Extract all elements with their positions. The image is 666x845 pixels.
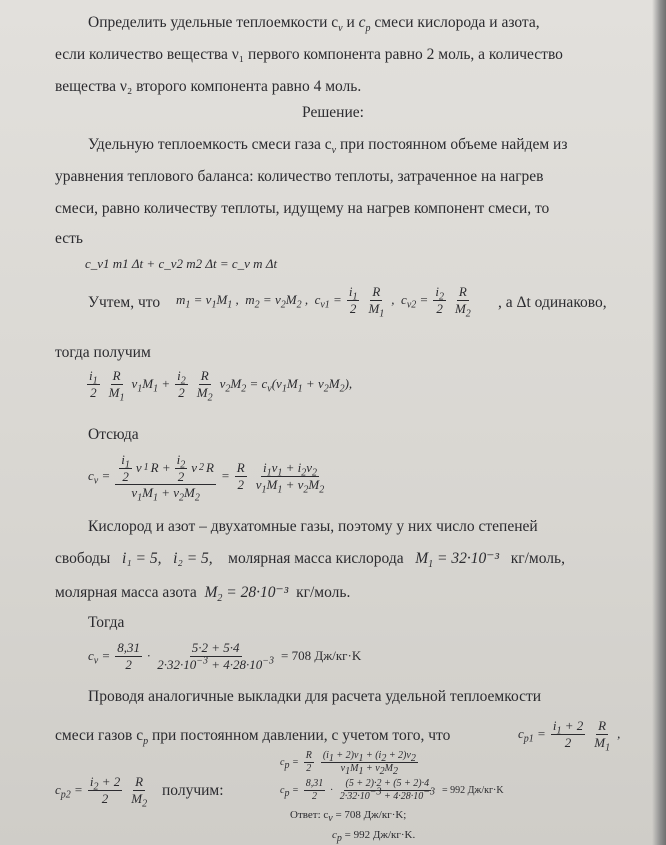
statement-line-1: Определить удельные теплоемкости $c_v$ и $c_p$ смеси кислорода и азота,: [88, 14, 540, 35]
equation-combined: $\frac{i_1}{2}$ $\frac{R}{M_1}$ $\nu_1M_1$ + $\frac{i_2}{2}$ $\frac{R}{M_2}$ $\nu_2M_2 = c_v(\nu_1M_1 + \nu_2M_2)$,: [89, 368, 353, 404]
nitrogen-mass-line: молярная масса азота $M_2 = 28\cdot 10^{-3}$ кг/моль.: [55, 584, 351, 605]
substitution-intro: Учтем, что: [88, 294, 161, 311]
equation-cp-numeric: $c_p$ = $\frac{8,31}{2}$ · $\frac{(5 + 2)\cdot 2 + (5 + 2)\cdot 4}{2\cdot 32\cdot 10^{-3} + 4\cdot 28\cdot 10^{-3}}$ = 992 Дж/кг·K: [280, 778, 504, 802]
gases-line: Кислород и азот – двухатомные газы, поэтому у них число степеней: [88, 518, 538, 535]
equation-substitutions: $m_1 = \nu_1M_1$ , $m_2 = \nu_2M_2$ , $c_{v1}$ = $\frac{i_1}{2}$ $\frac{R}{M_1}$ , $c_{v2}$ = $\frac{i_2}{2}$ $\frac{R}{M_2}$: [176, 284, 471, 320]
cp-condition-line: смеси газов $c_p$ при постоянном давлении, с учетом того, что: [55, 727, 451, 748]
solution-line-2: уравнения теплового баланса: количество теплоты, затраченное на нагрев: [55, 168, 544, 185]
page-edge-shadow: [652, 0, 666, 845]
then-we-get: тогда получим: [55, 344, 151, 361]
equation-cp2: $c_{p2}$ = $\frac{i_2 + 2}{2}$ $\frac{R}{M_2}$: [55, 774, 148, 810]
answer-line-1: Ответ: $c_v = 708$ Дж/кг·K;: [290, 809, 407, 825]
equation-cp-general: $c_p$ = $\frac{R}{2}$ $\frac{(i_1 + 2)\nu_1 + (i_2 + 2)\nu_2}{\nu_1M_1 + \nu_2M_2}$: [280, 750, 416, 777]
freedom-line: свободы i₁ = 5, i₂ = 5, молярная масса кислорода $M_1 = 32\cdot 10^{-3}$ кг/моль,: [55, 550, 565, 571]
equation-cv: $c_v$ = $\frac{i_1}{2}$ ν 1 R + $\frac{i_2}{2}$ ν 2 R $\nu_1M_1 + \nu_2M_2$ = $\frac{R}{2}$ $\frac{i_1\nu_1 + i_2\nu_2}{\nu_1M_1 + \nu_2M_2}$: [88, 452, 325, 504]
equation-cv-numeric: $c_v$ = $\frac{8,31}{2}$ · $\frac{5\cdot 2 + 5\cdot 4}{2\cdot 32\cdot 10^{-3} + 4\cdot 28\cdot 10^{-3}}$ = 708 Дж/кг·K: [88, 640, 362, 672]
hence-label: Отсюда: [88, 426, 139, 443]
answer-line-2: $c_p = 992$ Дж/кг·K.: [332, 829, 416, 845]
equation-balance: c_v1 m1 Δt + c_v2 m2 Δt = c_v m Δt: [85, 256, 278, 271]
we-get-label: получим:: [162, 782, 224, 799]
substitution-tail: , а Δt одинаково,: [498, 294, 607, 311]
then-label: Тогда: [88, 614, 125, 631]
analogous-line: Проводя аналогичные выкладки для расчета удельной теплоемкости: [88, 688, 542, 705]
solution-line-3: смеси, равно количеству теплоты, идущему на нагрев компонент смеси, то: [55, 200, 550, 217]
equation-cp1: $c_{p1}$ = $\frac{i_1 + 2}{2}$ $\frac{R}{M_1}$ ,: [518, 718, 621, 754]
statement-line-2: если количество вещества ν₁ первого компонента равно 2 моль, а количество: [55, 46, 563, 63]
solution-line-1: Удельную теплоемкость смеси газа $c_v$ при постоянном объеме найдем из: [88, 136, 568, 157]
solution-line-4: есть: [55, 230, 83, 247]
statement-line-3: вещества ν₂ второго компонента равно 4 моль.: [55, 78, 362, 95]
solution-heading: Решение:: [302, 104, 364, 121]
